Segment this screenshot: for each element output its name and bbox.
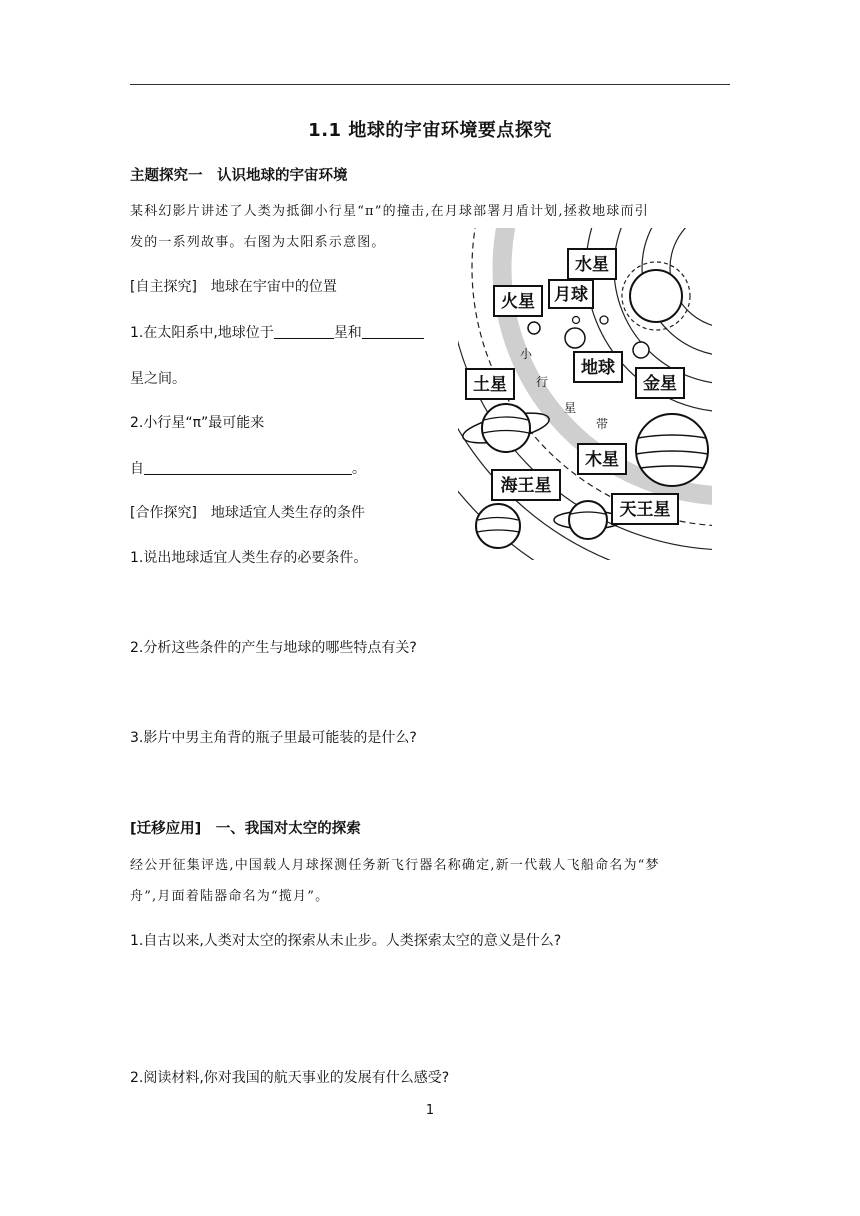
label-uranus bbox=[612, 494, 678, 524]
label-mercury-text: 水星 bbox=[575, 255, 609, 275]
sun-icon bbox=[622, 262, 690, 330]
q2-text-a: 自 bbox=[130, 461, 144, 477]
page-title: 1.1 地球的宇宙环境要点探究 bbox=[308, 120, 552, 141]
section2-heading: [迁移应用] 一、我国对太空的探索 bbox=[130, 821, 361, 837]
section2-intro-line1: 经公开征集评选,中国载人月球探测任务新飞行器名称确定,新一代载人飞船命名为“梦 bbox=[130, 858, 660, 873]
self-study-q1-cont: 星之间。 bbox=[130, 371, 186, 387]
label-jupiter bbox=[578, 444, 626, 474]
self-study-label: [自主探究] 地球在宇宙中的位置 bbox=[130, 279, 337, 295]
label-neptune-text: 海王星 bbox=[500, 476, 552, 496]
solar-system-diagram bbox=[458, 228, 716, 560]
q1-text-a: 1.在太阳系中,地球位于 bbox=[130, 325, 274, 341]
q1-blank-1[interactable] bbox=[274, 324, 334, 339]
mercury-icon bbox=[600, 316, 608, 324]
section2-q2: 2.阅读材料,你对我国的航天事业的发展有什么感受? bbox=[130, 1070, 450, 1086]
venus-icon bbox=[633, 342, 649, 358]
label-moon bbox=[549, 280, 593, 308]
coop-study-label: [合作探究] 地球适宜人类生存的条件 bbox=[130, 505, 365, 521]
label-jupiter-text: 木星 bbox=[585, 450, 619, 470]
coop-study-q1: 1.说出地球适宜人类生存的必要条件。 bbox=[130, 550, 368, 566]
q2-blank[interactable] bbox=[144, 460, 352, 475]
coop-study-q3: 3.影片中男主角背的瓶子里最可能装的是什么? bbox=[130, 730, 417, 746]
label-earth bbox=[574, 352, 622, 382]
self-study-q2: 2.小行星“π”最可能来 bbox=[130, 415, 265, 431]
section1-intro-line1: 某科幻影片讲述了人类为抵御小行星“π”的撞击,在月球部署月盾计划,拯救地球而引 bbox=[130, 204, 649, 219]
label-moon-text: 月球 bbox=[554, 285, 588, 305]
neptune-icon bbox=[476, 504, 520, 548]
mars-icon bbox=[528, 322, 540, 334]
belt-char-2: 行 bbox=[536, 375, 549, 389]
label-earth-text: 地球 bbox=[581, 358, 615, 378]
belt-char-3: 星 bbox=[564, 401, 577, 415]
label-uranus-text: 天王星 bbox=[619, 500, 671, 520]
belt-char-1: 小 bbox=[520, 347, 533, 361]
section1-heading: 主题探究一 认识地球的宇宙环境 bbox=[130, 168, 348, 184]
q2-text-b: 。 bbox=[352, 461, 366, 477]
q1-text-b: 星和 bbox=[333, 325, 362, 341]
coop-study-q2: 2.分析这些条件的产生与地球的哪些特点有关? bbox=[130, 640, 417, 656]
label-mars-text: 火星 bbox=[501, 292, 535, 312]
label-venus-text: 金星 bbox=[643, 374, 677, 394]
label-mercury bbox=[568, 249, 616, 279]
section2-intro-line2: 舟”,月面着陆器命名为“揽月”。 bbox=[130, 889, 330, 904]
jupiter-icon bbox=[636, 414, 708, 486]
belt-char-4: 带 bbox=[596, 417, 609, 431]
section2-q1: 1.自古以来,人类对太空的探索从未止步。人类探索太空的意义是什么? bbox=[130, 933, 562, 949]
label-mars bbox=[494, 286, 542, 316]
saturn-icon bbox=[460, 404, 551, 452]
header-rule bbox=[130, 84, 730, 85]
earth-icon bbox=[565, 328, 585, 348]
section1-intro-line2: 发的一系列故事。右图为太阳系示意图。 bbox=[130, 235, 386, 250]
label-saturn bbox=[466, 369, 514, 399]
label-venus bbox=[636, 368, 684, 398]
label-neptune bbox=[492, 470, 560, 500]
self-study-q1 bbox=[130, 322, 424, 342]
self-study-q2-cont bbox=[130, 458, 366, 478]
label-saturn-text: 土星 bbox=[473, 375, 507, 395]
q1-blank-2[interactable] bbox=[362, 324, 424, 339]
page-number: 1 bbox=[425, 1103, 435, 1118]
moon-icon bbox=[573, 317, 580, 324]
